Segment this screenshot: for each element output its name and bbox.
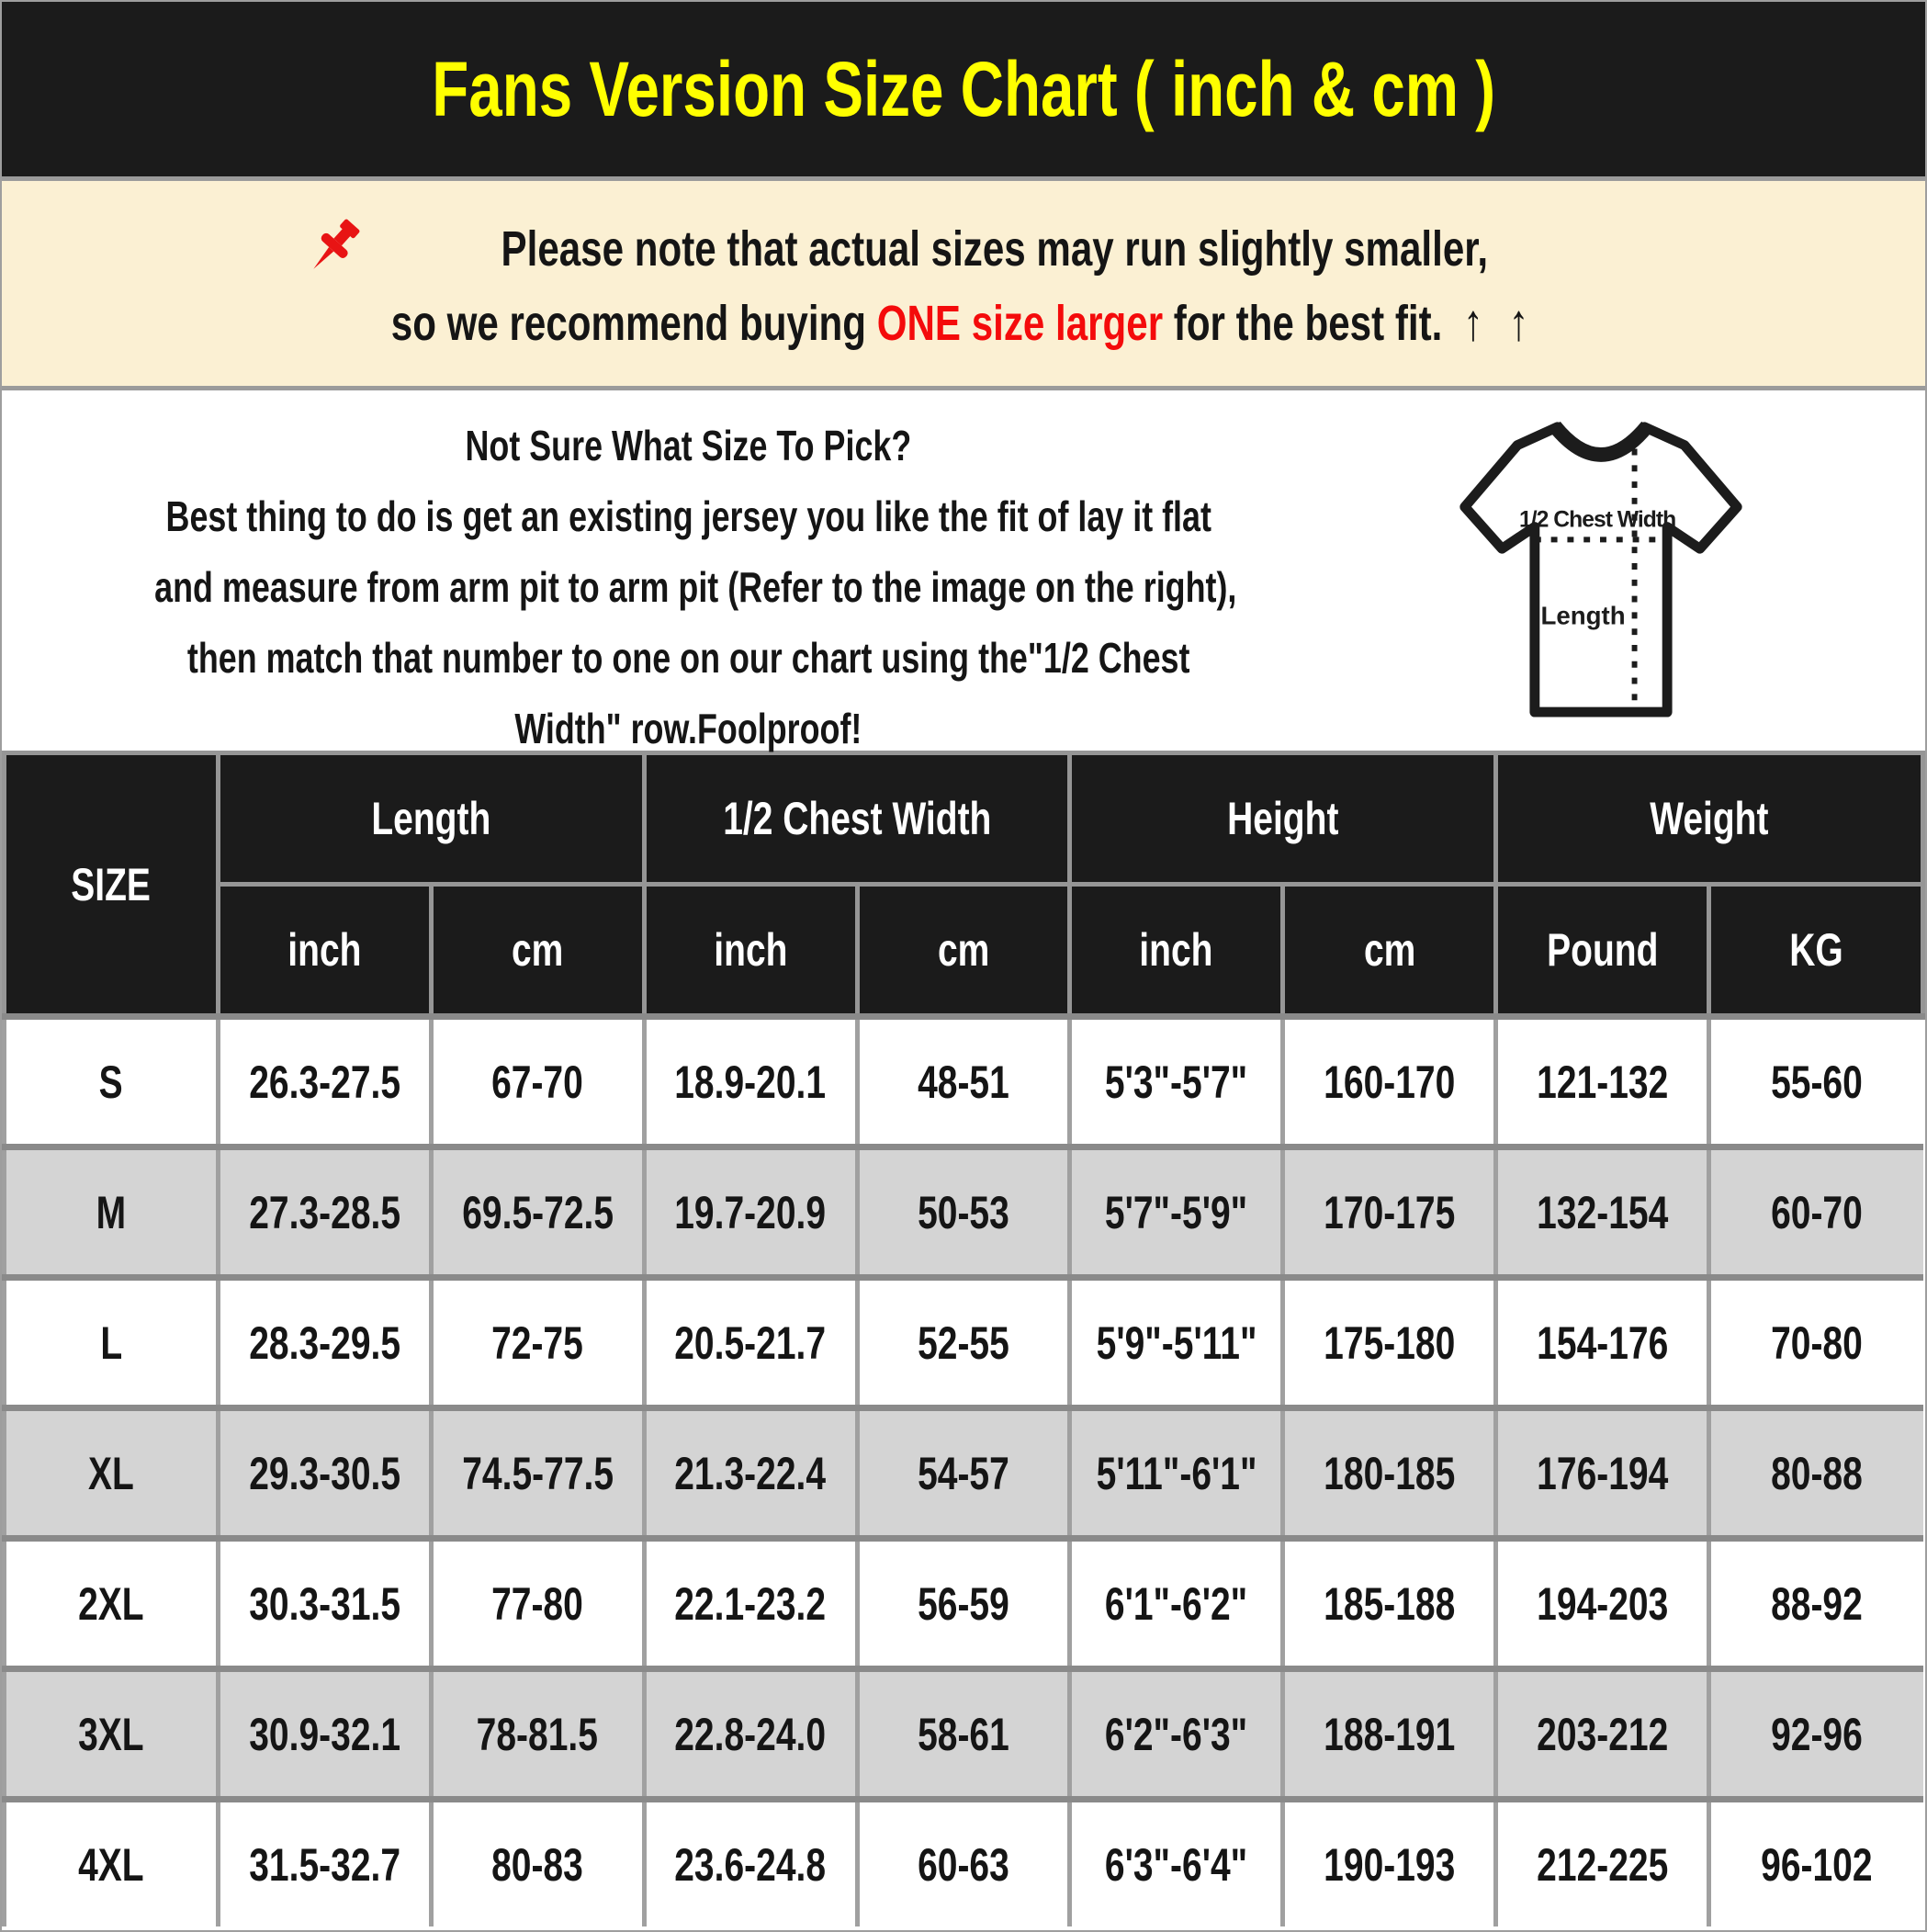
value-cell: 69.5-72.5 xyxy=(431,1147,644,1278)
subcol-length-inch: inch xyxy=(218,885,431,1017)
notice-text-2-suffix: for the best fit. xyxy=(1173,296,1443,352)
chest-width-label: 1/2 Chest Width xyxy=(1519,507,1676,533)
value-cell: 52-55 xyxy=(857,1278,1070,1408)
subcol-chest-cm: cm xyxy=(857,885,1070,1017)
subcol-weight-pound: Pound xyxy=(1496,885,1709,1017)
value-cell: 26.3-27.5 xyxy=(218,1017,431,1147)
value-cell: 60-63 xyxy=(857,1800,1070,1927)
notice-line-2 xyxy=(230,294,1697,351)
value-cell: 5'9"-5'11" xyxy=(1070,1278,1283,1408)
value-cell: 92-96 xyxy=(1709,1669,1923,1800)
size-cell: XL xyxy=(5,1408,219,1539)
table-row-m xyxy=(5,1147,1923,1278)
value-cell: 80-83 xyxy=(431,1800,644,1927)
notice-text-1: Please note that actual sizes may run slightly smaller, xyxy=(501,220,1489,277)
size-table xyxy=(2,751,1925,1926)
value-cell: 56-59 xyxy=(857,1539,1070,1669)
value-cell: 5'3"-5'7" xyxy=(1070,1017,1283,1147)
page-title: Fans Version Size Chart ( inch & cm ) xyxy=(432,45,1495,132)
value-cell: 23.6-24.8 xyxy=(644,1800,857,1927)
value-cell: 22.8-24.0 xyxy=(644,1669,857,1800)
size-cell: 2XL xyxy=(5,1539,219,1669)
value-cell: 58-61 xyxy=(857,1669,1070,1800)
value-cell: 121-132 xyxy=(1496,1017,1709,1147)
value-cell: 5'11"-6'1" xyxy=(1070,1408,1283,1539)
col-header-weight: Weight xyxy=(1496,753,1923,885)
value-cell: 132-154 xyxy=(1496,1147,1709,1278)
value-cell: 170-175 xyxy=(1283,1147,1496,1278)
value-cell: 194-203 xyxy=(1496,1539,1709,1669)
sizing-guide-section xyxy=(2,390,1925,751)
col-header-length: Length xyxy=(218,753,644,885)
sizing-guide-text xyxy=(2,390,1375,751)
value-cell: 29.3-30.5 xyxy=(218,1408,431,1539)
value-cell: 30.9-32.1 xyxy=(218,1669,431,1800)
table-row-3xl xyxy=(5,1669,1923,1800)
value-cell: 30.3-31.5 xyxy=(218,1539,431,1669)
table-row-s xyxy=(5,1017,1923,1147)
table-row-xl xyxy=(5,1408,1923,1539)
value-cell: 67-70 xyxy=(431,1017,644,1147)
value-cell: 48-51 xyxy=(857,1017,1070,1147)
value-cell: 60-70 xyxy=(1709,1147,1923,1278)
guide-line: and measure from arm pit to arm pit (Refer to the image on the right), xyxy=(154,563,1237,611)
value-cell: 176-194 xyxy=(1496,1408,1709,1539)
subcol-chest-inch: inch xyxy=(644,885,857,1017)
value-cell: 55-60 xyxy=(1709,1017,1923,1147)
guide-heading: Not Sure What Size To Pick? xyxy=(465,422,912,469)
table-row-4xl xyxy=(5,1800,1923,1927)
col-header-height: Height xyxy=(1070,753,1496,885)
subcol-height-cm: cm xyxy=(1283,885,1496,1017)
value-cell: 80-88 xyxy=(1709,1408,1923,1539)
value-cell: 175-180 xyxy=(1283,1278,1496,1408)
value-cell: 21.3-22.4 xyxy=(644,1408,857,1539)
value-cell: 212-225 xyxy=(1496,1800,1709,1927)
notice-line-1 xyxy=(299,215,1628,283)
value-cell: 203-212 xyxy=(1496,1669,1709,1800)
size-table-header xyxy=(5,753,1923,1017)
notice-text-2-prefix: so we recommend buying xyxy=(390,296,867,352)
value-cell: 77-80 xyxy=(431,1539,644,1669)
value-cell: 185-188 xyxy=(1283,1539,1496,1669)
value-cell: 70-80 xyxy=(1709,1278,1923,1408)
title-banner xyxy=(2,2,1925,181)
value-cell: 19.7-20.9 xyxy=(644,1147,857,1278)
subcol-weight-kg: KG xyxy=(1709,885,1923,1017)
value-cell: 74.5-77.5 xyxy=(431,1408,644,1539)
value-cell: 88-92 xyxy=(1709,1539,1923,1669)
guide-line: Width" row.Foolproof! xyxy=(514,705,862,752)
value-cell: 154-176 xyxy=(1496,1278,1709,1408)
value-cell: 160-170 xyxy=(1283,1017,1496,1147)
size-cell: 3XL xyxy=(5,1669,219,1800)
value-cell: 20.5-21.7 xyxy=(644,1278,857,1408)
col-header-size: SIZE xyxy=(5,753,219,1017)
value-cell: 6'3"-6'4" xyxy=(1070,1800,1283,1927)
value-cell: 54-57 xyxy=(857,1408,1070,1539)
size-cell: L xyxy=(5,1278,219,1408)
value-cell: 27.3-28.5 xyxy=(218,1147,431,1278)
value-cell: 78-81.5 xyxy=(431,1669,644,1800)
col-header-chest-width: 1/2 Chest Width xyxy=(644,753,1070,885)
notice-box xyxy=(2,181,1925,390)
pushpin-icon xyxy=(299,215,367,283)
value-cell: 18.9-20.1 xyxy=(644,1017,857,1147)
guide-line: then match that number to one on our chart using the"1/2 Chest xyxy=(186,634,1190,682)
length-label: Length xyxy=(1540,601,1626,630)
measurement-diagram xyxy=(1375,390,1925,751)
value-cell: 5'7"-5'9" xyxy=(1070,1147,1283,1278)
table-row-l xyxy=(5,1278,1923,1408)
up-arrows-icon: ↑ ↑ xyxy=(1462,293,1537,352)
notice-text-2 xyxy=(391,294,1536,351)
value-cell: 180-185 xyxy=(1283,1408,1496,1539)
value-cell: 72-75 xyxy=(431,1278,644,1408)
value-cell: 6'1"-6'2" xyxy=(1070,1539,1283,1669)
table-row-2xl xyxy=(5,1539,1923,1669)
one-size-larger-highlight: ONE size larger xyxy=(876,296,1174,352)
value-cell: 190-193 xyxy=(1283,1800,1496,1927)
size-cell: 4XL xyxy=(5,1800,219,1927)
value-cell: 50-53 xyxy=(857,1147,1070,1278)
value-cell: 22.1-23.2 xyxy=(644,1539,857,1669)
tshirt-diagram-icon xyxy=(1447,403,1755,730)
value-cell: 6'2"-6'3" xyxy=(1070,1669,1283,1800)
size-cell: S xyxy=(5,1017,219,1147)
value-cell: 96-102 xyxy=(1709,1800,1923,1927)
size-cell: M xyxy=(5,1147,219,1278)
subcol-length-cm: cm xyxy=(431,885,644,1017)
value-cell: 31.5-32.7 xyxy=(218,1800,431,1927)
subcol-height-inch: inch xyxy=(1070,885,1283,1017)
guide-line: Best thing to do is get an existing jersey you like the fit of lay it flat xyxy=(165,492,1211,540)
value-cell: 188-191 xyxy=(1283,1669,1496,1800)
value-cell: 28.3-29.5 xyxy=(218,1278,431,1408)
